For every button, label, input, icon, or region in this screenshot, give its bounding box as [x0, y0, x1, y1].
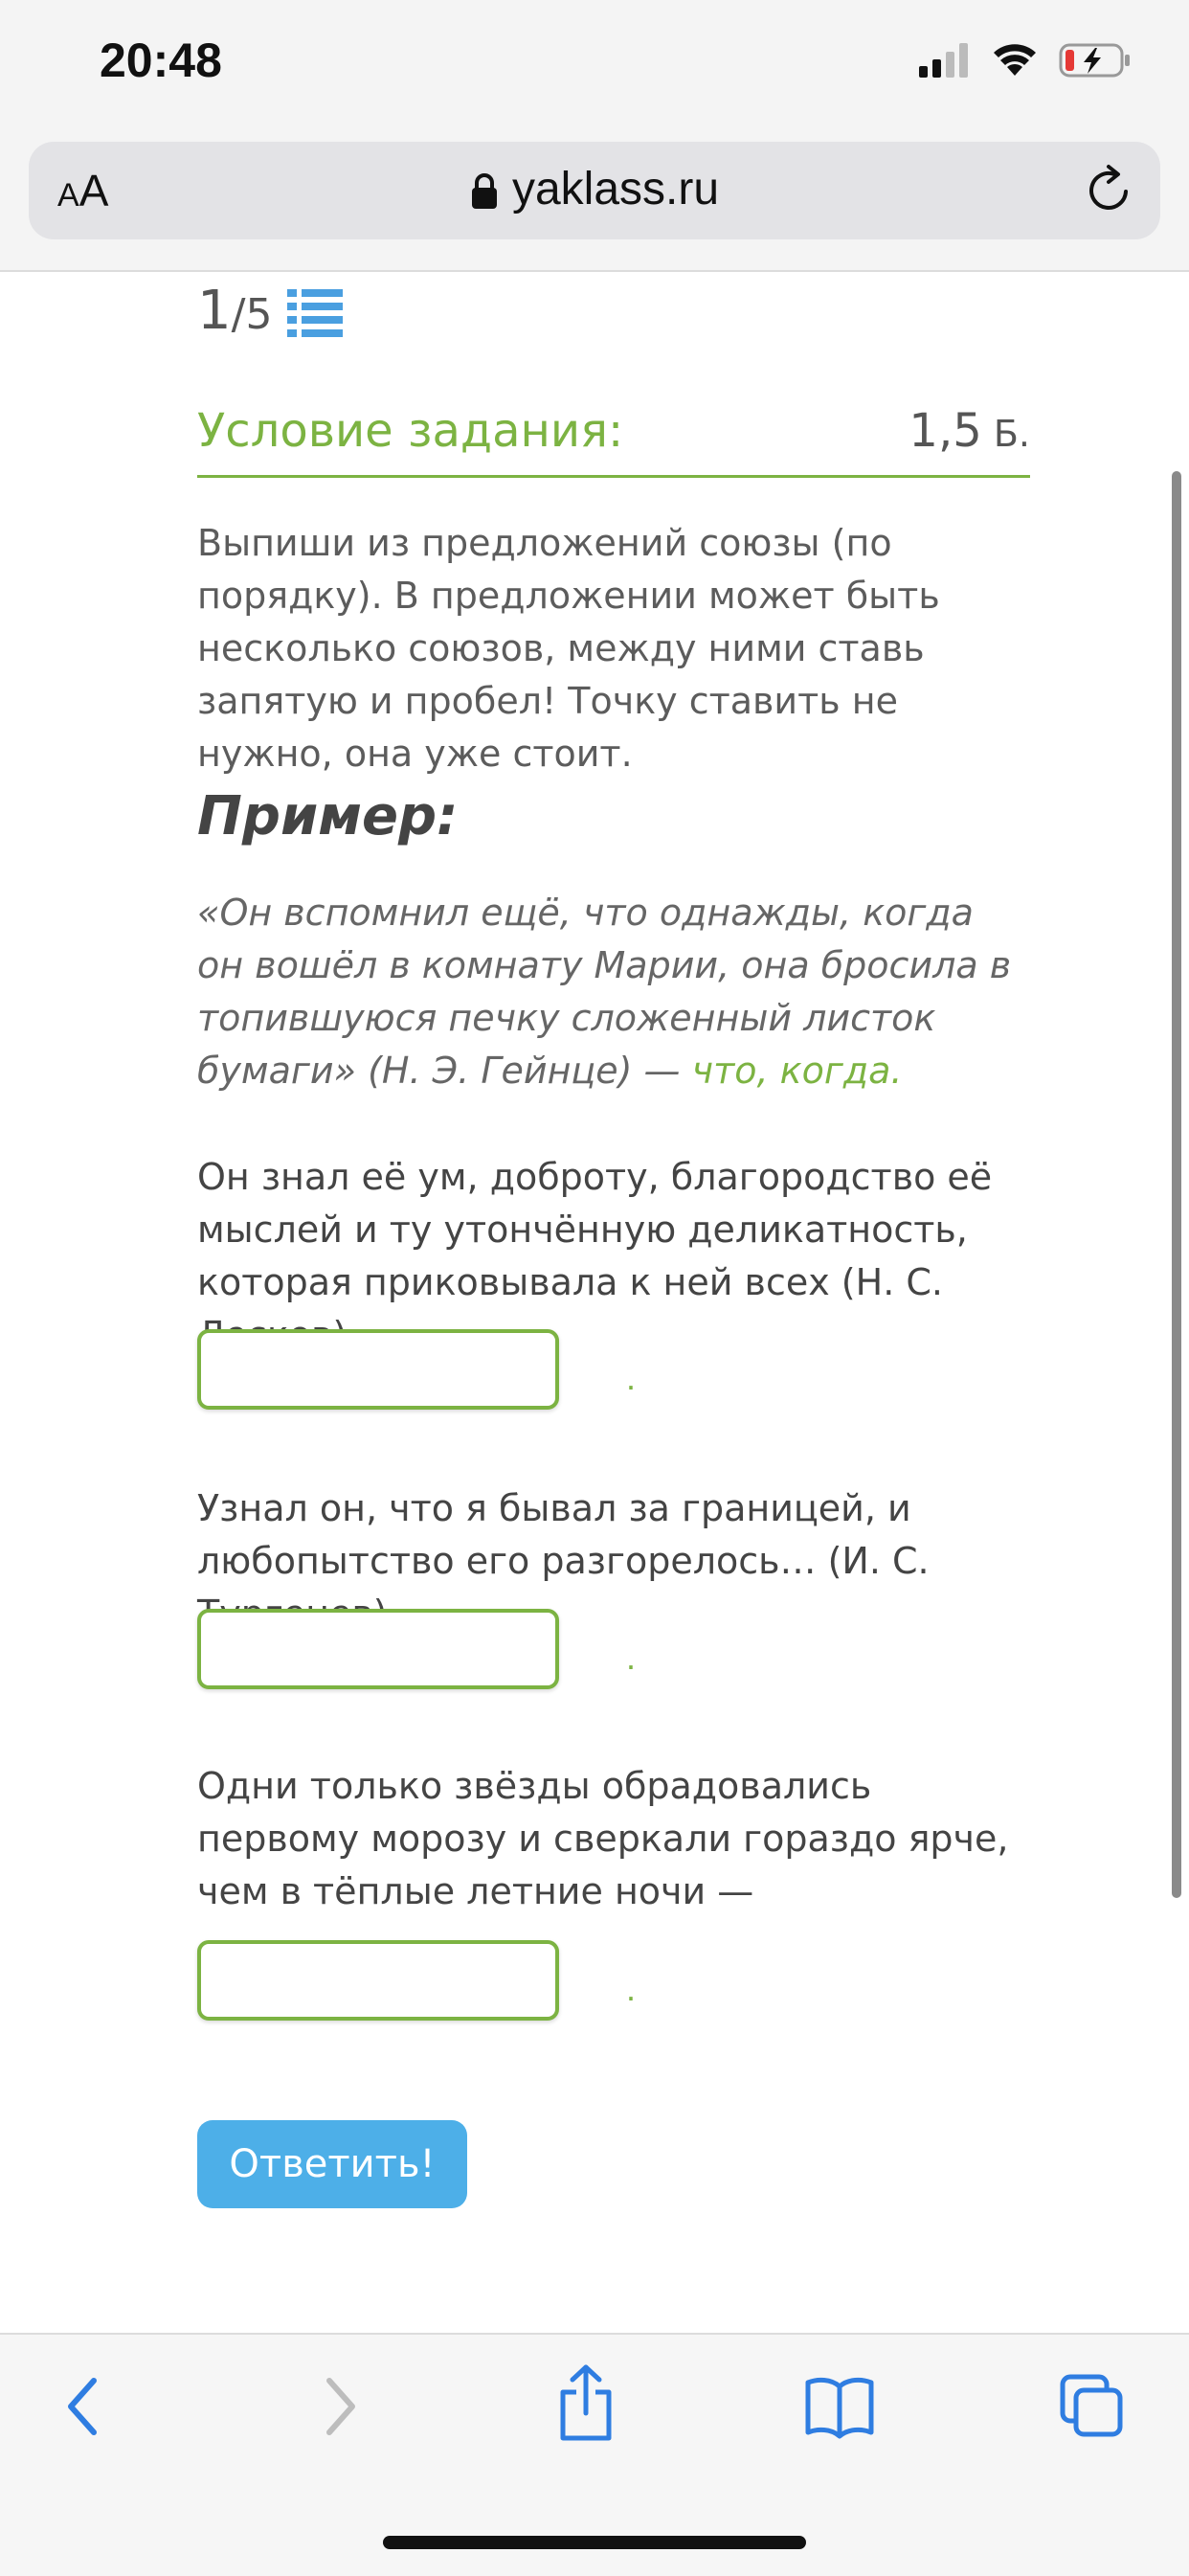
question-end-dot: . — [626, 1358, 637, 1397]
status-icons — [919, 42, 1132, 79]
browser-chrome — [0, 0, 1189, 272]
url-text: yaklass.ru — [511, 164, 720, 215]
task-points: 1,5 Б. — [909, 404, 1030, 458]
question-end-dot: . — [626, 1638, 637, 1677]
example-answer: что — [691, 1050, 757, 1092]
forward-icon[interactable] — [316, 2373, 364, 2440]
reload-icon[interactable] — [1082, 163, 1135, 216]
submit-button[interactable]: Ответить! — [197, 2120, 467, 2208]
lock-icon — [470, 173, 499, 210]
condition-title: Условие задания: — [197, 404, 624, 458]
question-end-dot: . — [626, 1969, 637, 2008]
question-text: Он знал её ум, доброту, благородство её мыслей и ту утончённую деликатность, которая приковывала к ней всех (Н. С. — [197, 1156, 993, 1303]
example-answer: когда — [779, 1050, 891, 1092]
question-text: Узнал он, что я бывал за границей, и любопытство его разгорелось… (И. С. — [197, 1487, 930, 1582]
reader-settings-button[interactable]: AA — [57, 166, 109, 215]
example-text: «Он вспомнил ещё, что однажды, когда он вошёл в комнату Марии, она бросила в топившуюся печку сложенный листок бумаги» (Н. Э. Гейнце) — что, когда. — [197, 892, 1012, 1092]
page-scrollbar[interactable] — [1172, 471, 1181, 1898]
address-bar[interactable] — [29, 142, 1160, 239]
back-icon[interactable] — [59, 2373, 107, 2440]
url-display[interactable] — [29, 163, 1160, 215]
answer-input-3[interactable] — [197, 1940, 559, 2021]
answer-input-2[interactable] — [197, 1609, 559, 1689]
example-title: Пример: — [197, 785, 459, 847]
wifi-icon — [992, 43, 1038, 78]
condition-header — [197, 404, 1030, 478]
bookmarks-icon[interactable] — [804, 2373, 875, 2440]
home-indicator — [383, 2536, 806, 2549]
task-instructions: Выпиши из предложений союзы (по порядку). В предложении может быть несколько союзов, между ними ставь запятую и пробел! Точку ставить не нужно, она уже стоит. — [197, 522, 940, 775]
task-counter: 1/5 — [197, 280, 273, 342]
tabs-icon[interactable] — [1059, 2373, 1126, 2440]
status-time: 20:48 — [100, 34, 222, 87]
task-list-icon[interactable] — [287, 289, 343, 337]
question-text: Одни только звёзды обрадовались первому морозу и сверкали гораздо ярче, чем в тёплые летние ночи — — [197, 1765, 1009, 1912]
share-icon[interactable] — [555, 2363, 617, 2442]
battery-charging-icon — [1059, 42, 1132, 79]
cellular-signal-icon — [919, 43, 971, 78]
answer-input-1[interactable] — [197, 1329, 559, 1410]
